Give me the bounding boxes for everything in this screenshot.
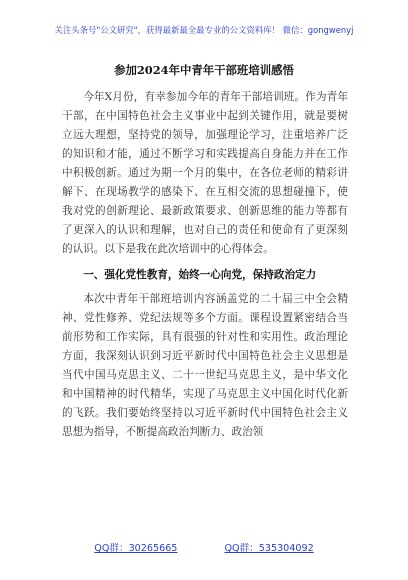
document-body [62,88,348,442]
qq-group-link-1[interactable]: QQ群：30265665 [94,543,178,554]
document-title: 参加2024年中青年干部班培训感悟 [114,63,294,77]
intro-paragraph: 今年X月份，有幸参加今年的青年干部培训班。作为青年干部，在中国特色社会主义事业中起到关键作用，就是要树立远大理想，坚持党的领导，加强理论学习，注重培养广泛的知识和才能，通过不断学习和实践提高自身能力并在工作中积极创新。通过为期一个月的集中，在各位老师的精彩讲解下、在现场教学的感染下、在互相交流的思想碰撞下，使我对党的创新理论、最新政策要求、创新思维的能力等都有了更深入的认识和理解，也对自己的责任和使命有了更深刻的认识。以下是我在此次培训中的心得体会。 [62,91,348,255]
footer-links [0,540,408,554]
section-1-paragraph: 本次中青年干部班培训内容涵盖党的二十届三中全会精神、党性修养、党纪法规等多个方面。课程设置紧密结合当前形势和工作实际，具有很强的针对性和实用性。政治理论方面，我深刻认识到习近平新时代中国特色社会主义思想是当代中国马克思主义、二十一世纪马克思主义，是中华文化和中国精神的时代精华，实现了马克思主义中国化时代化新的飞跃。我们要始终坚持以习近平新时代中国特色社会主义思想为指导，不断提高政治判断力、政治领 [62,293,348,438]
header-promo-note: 关注头条号"公文研究"，获得最新最全最专业的公文资料库！ 微信：gongwenyj [54,25,354,35]
qq-group-link-2[interactable]: QQ群：535304092 [224,543,314,554]
section-heading-1: 一、强化党性教育，始终一心向党，保持政治定力 [83,269,317,281]
